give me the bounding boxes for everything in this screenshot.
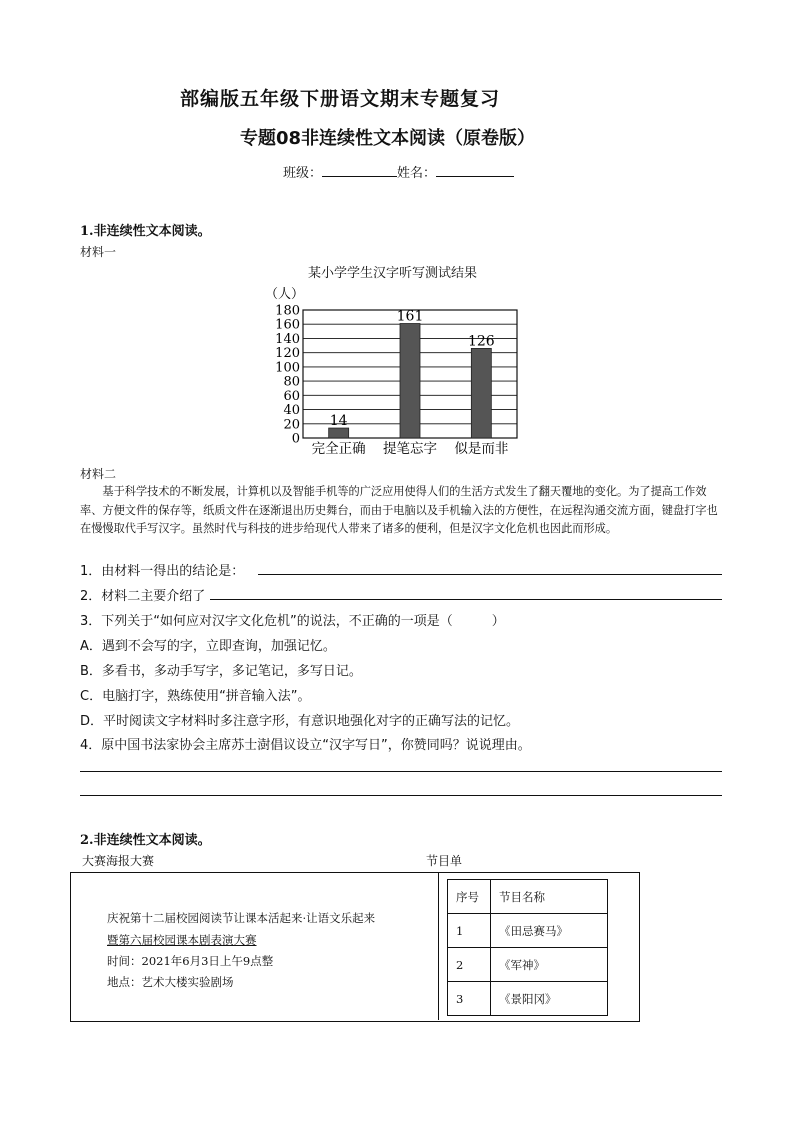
program-title: 《军神》 bbox=[491, 948, 608, 982]
class-blank[interactable] bbox=[322, 163, 397, 177]
program-header-title: 节目名称 bbox=[491, 880, 608, 914]
answer-line-2[interactable] bbox=[210, 599, 722, 600]
section2-heading: 2.非连续性文本阅读。 bbox=[80, 833, 211, 848]
program-label: 节目单 bbox=[426, 854, 463, 868]
table-row bbox=[448, 982, 608, 1016]
name-blank[interactable] bbox=[436, 163, 514, 177]
question-2: 2．材料二主要介绍了 bbox=[80, 589, 206, 604]
chart-ytick-label: 60 bbox=[283, 388, 300, 404]
chart-ylabel: （人） bbox=[265, 287, 305, 302]
program-table bbox=[447, 879, 608, 1016]
poster-line-2: 暨第六届校园课本剧表演大赛 bbox=[107, 933, 257, 947]
document-subtitle: 专题08非连续性文本阅读（原卷版） bbox=[240, 128, 536, 149]
program-title: 《田忌赛马》 bbox=[491, 914, 608, 948]
section1-heading: 1.非连续性文本阅读。 bbox=[80, 224, 211, 239]
option-b: B．多看书，多动手写字，多记笔记，多写日记。 bbox=[80, 664, 362, 679]
chart-bar bbox=[400, 324, 420, 438]
poster-location: 地点：艺术大楼实验剧场 bbox=[107, 975, 234, 989]
program-header-no: 序号 bbox=[448, 880, 491, 914]
program-no: 3 bbox=[448, 982, 491, 1016]
option-d: D．平时阅读文字材料时多注意字形，有意识地强化对字的正确写法的记忆。 bbox=[80, 714, 520, 729]
chart-bar-value-label: 14 bbox=[329, 413, 348, 430]
poster-time: 时间：2021年6月3日上午9点整 bbox=[107, 954, 274, 968]
material2-text: 基于科学技术的不断发展，计算机以及智能手机等的广泛应用使得人们的生活方式发生了翻天覆地的变化。为了提高工作效率、方便文件的保存等，纸质文件在逐渐退出历史舞台，而由于电脑以及手机输入法的方便性，在远程沟通交流方面，键盘打字也在慢慢取代手写汉字。虽然时代与科技的进步给现代人带来了诸多的便利，但是汉字文化危机也因此而形成。 bbox=[80, 485, 718, 535]
chart-category-label: 完全正确 bbox=[311, 441, 366, 457]
program-no: 1 bbox=[448, 914, 491, 948]
option-a: A．遇到不会写的字，立即查询，加强记忆。 bbox=[80, 639, 336, 654]
chart-ytick-label: 180 bbox=[275, 303, 300, 319]
material1-label: 材料一 bbox=[80, 245, 117, 259]
question-1: 1．由材料一得出的结论是： bbox=[80, 564, 245, 579]
chart-bar bbox=[471, 348, 491, 438]
chart-ytick-label: 100 bbox=[275, 360, 300, 376]
chart-title: 某小学学生汉字听写测试结果 bbox=[308, 266, 478, 281]
poster-line-1: 庆祝第十二届校园阅读节让课本活起来·让语文乐起来 bbox=[107, 911, 376, 925]
question-4: 4．原中国书法家协会主席苏士澍倡议设立“汉字写日”，你赞同吗？说说理由。 bbox=[80, 738, 531, 753]
answer-line-4b[interactable] bbox=[80, 795, 722, 796]
material2-label: 材料二 bbox=[80, 467, 117, 481]
chart-ytick-label: 80 bbox=[283, 374, 300, 390]
poster-divider bbox=[438, 872, 439, 1020]
bar-chart bbox=[265, 280, 535, 460]
name-label: 姓名： bbox=[397, 166, 437, 181]
option-c: C．电脑打字，熟练使用“拼音输入法”。 bbox=[80, 689, 311, 704]
program-no: 2 bbox=[448, 948, 491, 982]
program-header-row bbox=[448, 880, 608, 914]
chart-bar-value-label: 161 bbox=[396, 308, 424, 325]
table-row bbox=[448, 948, 608, 982]
class-label: 班级： bbox=[283, 166, 323, 181]
chart-bar-value-label: 126 bbox=[467, 333, 495, 350]
question-3: 3．下列关于“如何应对汉字文化危机”的说法，不正确的一项是（ ） bbox=[80, 614, 505, 629]
chart-ytick-label: 40 bbox=[283, 403, 300, 419]
chart-ytick-label: 160 bbox=[275, 317, 300, 333]
class-name-line bbox=[283, 162, 514, 181]
table-row bbox=[448, 914, 608, 948]
answer-line-1[interactable] bbox=[258, 574, 722, 575]
chart-ytick-label: 20 bbox=[283, 417, 300, 433]
chart-ytick-label: 140 bbox=[275, 331, 300, 347]
chart-ytick-label: 0 bbox=[291, 431, 300, 447]
poster-label: 大赛海报大赛 bbox=[82, 854, 155, 868]
program-title: 《景阳冈》 bbox=[491, 982, 608, 1016]
chart-ytick-label: 120 bbox=[275, 346, 300, 362]
document-title: 部编版五年级下册语文期末专题复习 bbox=[180, 88, 501, 110]
chart-bar bbox=[329, 428, 349, 438]
chart-category-label: 似是而非 bbox=[454, 441, 509, 457]
answer-line-4a[interactable] bbox=[80, 771, 722, 772]
chart-category-label: 提笔忘字 bbox=[383, 441, 437, 457]
